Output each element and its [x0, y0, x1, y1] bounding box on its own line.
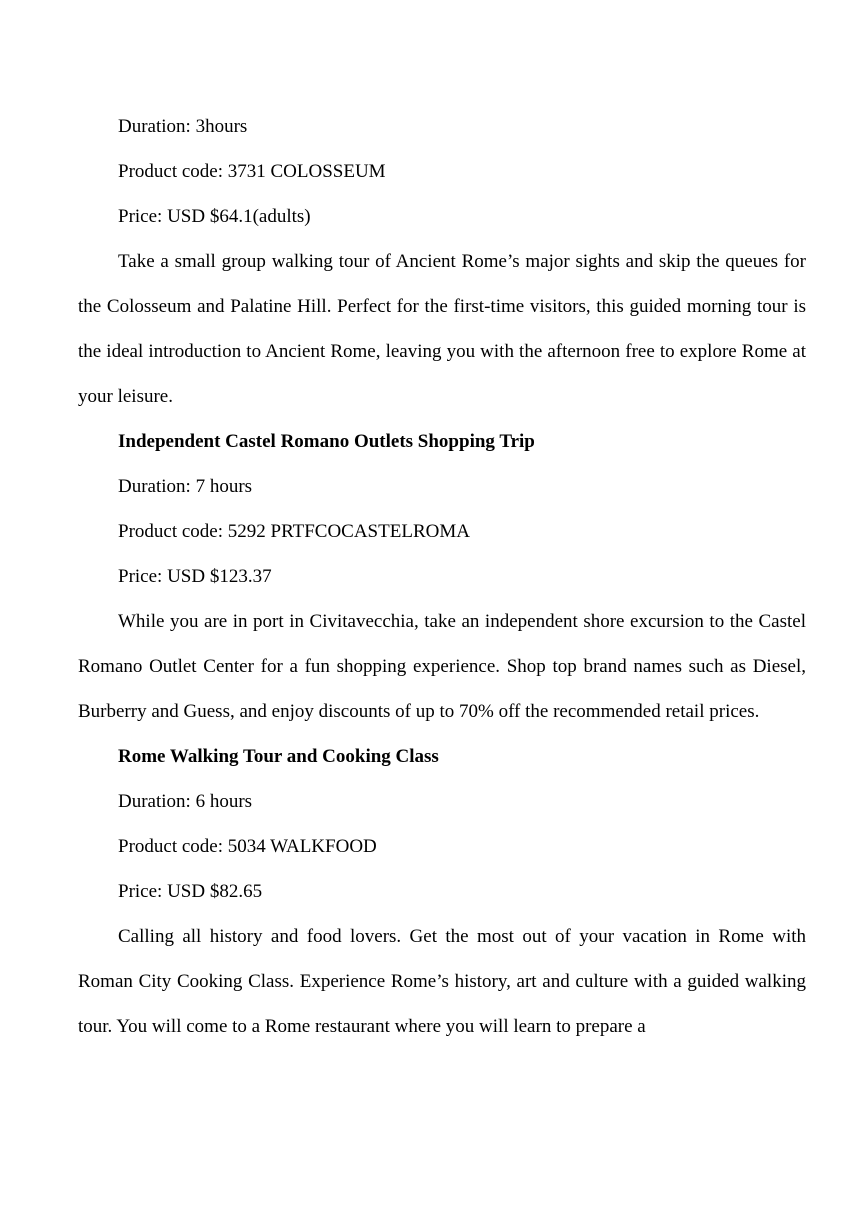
- tour-section-castel-romano: [78, 419, 806, 734]
- duration-text: Duration: 3hours: [118, 116, 248, 137]
- product-code-text: Product code: 5034 WALKFOOD: [118, 836, 377, 857]
- document-page: [78, 104, 806, 1049]
- product-code-text: Product code: 3731 COLOSSEUM: [118, 161, 386, 182]
- tour-section-walking-cooking: [78, 734, 806, 1049]
- price-text: Price: USD $123.37: [118, 566, 272, 587]
- description-paragraph: Take a small group walking tour of Ancient Rome’s major sights and skip the queues for the Colosseum and Palatine Hill. Perfect for the first-time visitors, this guided morning tour is the ideal introduction to Ancient Rome, leaving you with the afternoon free to explore Rome at your leisure.: [78, 251, 806, 407]
- tour-title: Rome Walking Tour and Cooking Class: [118, 746, 439, 767]
- duration-text: Duration: 7 hours: [118, 476, 253, 497]
- price-text: Price: USD $82.65: [118, 881, 263, 902]
- description-paragraph: While you are in port in Civitavecchia, take an independent shore excursion to the Castel Romano Outlet Center for a fun shopping experience. Shop top brand names such as Diesel, Burberry and Guess, and enjoy discounts of up to 70% off the recommended retail prices.: [78, 611, 806, 722]
- description-paragraph: Calling all history and food lovers. Get the most out of your vacation in Rome with Roman City Cooking Class. Experience Rome’s history, art and culture with a guided walking tour. You will come to a Rome restaurant where you will learn to prepare a: [78, 926, 806, 1037]
- duration-text: Duration: 6 hours: [118, 791, 253, 812]
- tour-title: Independent Castel Romano Outlets Shopping Trip: [118, 431, 535, 452]
- tour-section-colosseum: [78, 104, 806, 419]
- product-code-text: Product code: 5292 PRTFCOCASTELROMA: [118, 521, 470, 542]
- price-text: Price: USD $64.1(adults): [118, 206, 311, 227]
